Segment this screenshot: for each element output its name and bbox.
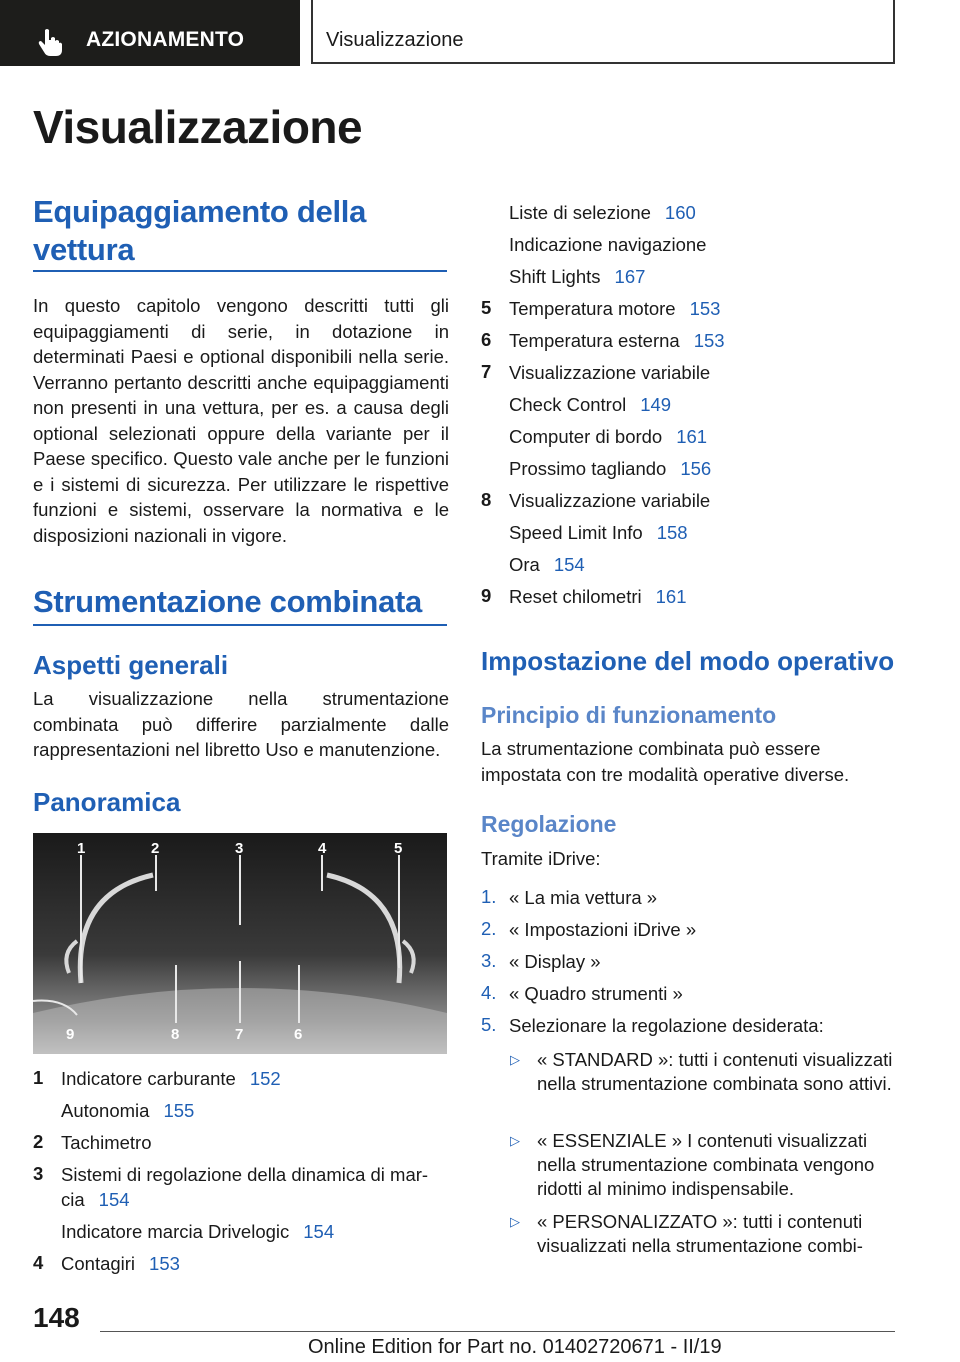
page-ref-link[interactable]: 153 (689, 298, 721, 319)
legend-item: Sistemi di regolazione della dinamica di mar- (61, 1164, 429, 1185)
footer-rule (100, 1331, 895, 1332)
legend-item: Indicatore carburante 152 (61, 1068, 281, 1089)
page-ref-link[interactable]: 154 (553, 554, 585, 575)
heading-rule (33, 270, 447, 272)
heading-rule (33, 624, 447, 626)
step-text: « Impostazioni iDrive » (509, 919, 697, 940)
triangle-bullet-icon: ▷ (510, 1052, 520, 1067)
legend-item: Check Control 149 (509, 394, 672, 415)
step-text: Selezionare la regolazione desiderata: (509, 1015, 824, 1036)
legend-number: 5 (481, 297, 492, 318)
triangle-bullet-icon: ▷ (510, 1133, 520, 1148)
legend-item: Speed Limit Info 158 (509, 522, 688, 543)
legend-number: 3 (33, 1163, 44, 1184)
callout-2: 2 (151, 840, 160, 857)
heading-equipaggiamento: Equipaggiamento della vettura (33, 194, 367, 267)
heading-impostazione: Impostazione del modo operativo (481, 646, 895, 676)
option-personalizzato: « PERSONALIZZATO »: tutti i contenuti visualizzati nella strumentazione combi- (537, 1211, 863, 1256)
legend-number: 1 (33, 1067, 44, 1088)
step-number: 5. (481, 1014, 497, 1035)
chapter-label: AZIONAMENTO (86, 28, 245, 51)
heading-principio: Principio di funzionamento (481, 702, 777, 728)
page-ref-link[interactable]: 154 (303, 1221, 335, 1242)
page-ref-link[interactable]: 161 (655, 586, 687, 607)
legend-item: Contagiri 153 (61, 1253, 180, 1274)
callout-3: 3 (235, 840, 244, 857)
page-number: 148 (33, 1302, 80, 1333)
callout-1: 1 (77, 840, 86, 857)
page-ref-link[interactable]: 153 (149, 1253, 180, 1274)
callout-8: 8 (171, 1026, 180, 1043)
step-text: « Quadro strumenti » (509, 983, 683, 1004)
page-ref-link[interactable]: 153 (693, 330, 725, 351)
page-ref-link[interactable]: 167 (614, 266, 646, 287)
legend-item: Indicazione navigazione (509, 234, 707, 255)
page-ref-link[interactable]: 154 (98, 1189, 130, 1210)
instrument-cluster-illustration (33, 833, 447, 1054)
page-ref-link[interactable]: 158 (656, 522, 688, 543)
legend-item: Liste di selezione 160 (509, 202, 696, 223)
callout-9: 9 (66, 1026, 75, 1043)
legend-item: Indicatore marcia Drivelogic 154 (61, 1221, 335, 1242)
legend-number: 7 (481, 361, 492, 382)
legend-item: Shift Lights 167 (509, 266, 646, 287)
legend-item-continued: cia 154 (61, 1189, 130, 1210)
callout-5: 5 (394, 840, 403, 857)
legend-item: Temperatura motore 153 (509, 298, 721, 319)
heading-panoramica: Panoramica (33, 787, 181, 817)
option-standard: « STANDARD »: tutti i contenuti visualizzati nella strumentazione combinata sono attivi. (537, 1049, 893, 1094)
step-number: 4. (481, 982, 497, 1003)
hand-pointer-icon (38, 28, 64, 56)
page-title: Visualizzazione (33, 101, 363, 153)
callout-6: 6 (294, 1026, 303, 1043)
legend-item: Ora 154 (509, 554, 585, 575)
triangle-bullet-icon: ▷ (510, 1214, 520, 1229)
edition-text: Online Edition for Part no. 01402720671 - II/19 (308, 1336, 722, 1358)
page-ref-link[interactable]: 149 (640, 394, 672, 415)
option-essenziale: « ESSENZIALE » I contenuti visualizzati nella strumentazione combinata vengono ridotti al minimo indispensabile. (537, 1130, 875, 1199)
legend-item: Autonomia 155 (61, 1100, 195, 1121)
page-ref-link[interactable]: 155 (163, 1100, 195, 1121)
heading-regolazione: Regolazione (481, 811, 617, 837)
legend-number: 8 (481, 489, 492, 510)
step-text: « Display » (509, 951, 601, 972)
legend-number: 9 (481, 585, 492, 606)
legend-item: Tachimetro (61, 1132, 152, 1153)
page-ref-link[interactable]: 160 (664, 202, 696, 223)
legend-number: 4 (33, 1252, 44, 1273)
step-text: « La mia vettura » (509, 887, 658, 908)
step-number: 3. (481, 950, 497, 971)
page-ref-link[interactable]: 161 (676, 426, 708, 447)
legend-item: Visualizzazione variabile (509, 362, 711, 383)
heading-strumentazione: Strumentazione combinata (33, 584, 422, 619)
legend-item: Prossimo tagliando 156 (509, 458, 712, 479)
legend-item: Visualizzazione variabile (509, 490, 711, 511)
page-ref-link[interactable]: 156 (680, 458, 712, 479)
aspetti-paragraph: La visualizzazione nella strumentazione combinata può differire parzialmente dalle rappresentazioni nel libretto Uso e manutenzione. (33, 688, 449, 760)
callout-7: 7 (235, 1026, 244, 1043)
legend-item: Reset chilometri 161 (509, 586, 687, 607)
heading-aspetti-generali: Aspetti generali (33, 650, 229, 680)
legend-item: Computer di bordo 161 (509, 426, 708, 447)
section-label: Visualizzazione (326, 29, 464, 51)
legend-number: 6 (481, 329, 492, 350)
step-number: 2. (481, 918, 497, 939)
step-number: 1. (481, 886, 497, 907)
legend-item: Temperatura esterna 153 (509, 330, 725, 351)
callout-4: 4 (318, 840, 327, 857)
principio-paragraph: La strumentazione combinata può essere impostata con tre modalità operative diverse. (481, 738, 850, 785)
equipaggiamento-paragraph: In questo capitolo vengono descritti tutti gli equipaggiamenti di serie, in dotazione in determinati Paesi e optional disponibili nella serie. Verranno pertanto descritti anche equipaggiamenti non presenti in una vettura, per es. a causa degli optional selezionati oppure della variante per il Paese specifico. Questo vale anche per le funzioni e i sistemi di sicurezza. Per utilizzare le rispettive funzioni e sistemi, osservare la normativa e le disposizioni nazionali in vigore. (33, 295, 449, 546)
page-ref-link[interactable]: 152 (249, 1068, 281, 1089)
tramite-idrive-text: Tramite iDrive: (481, 848, 601, 869)
legend-number: 2 (33, 1131, 44, 1152)
